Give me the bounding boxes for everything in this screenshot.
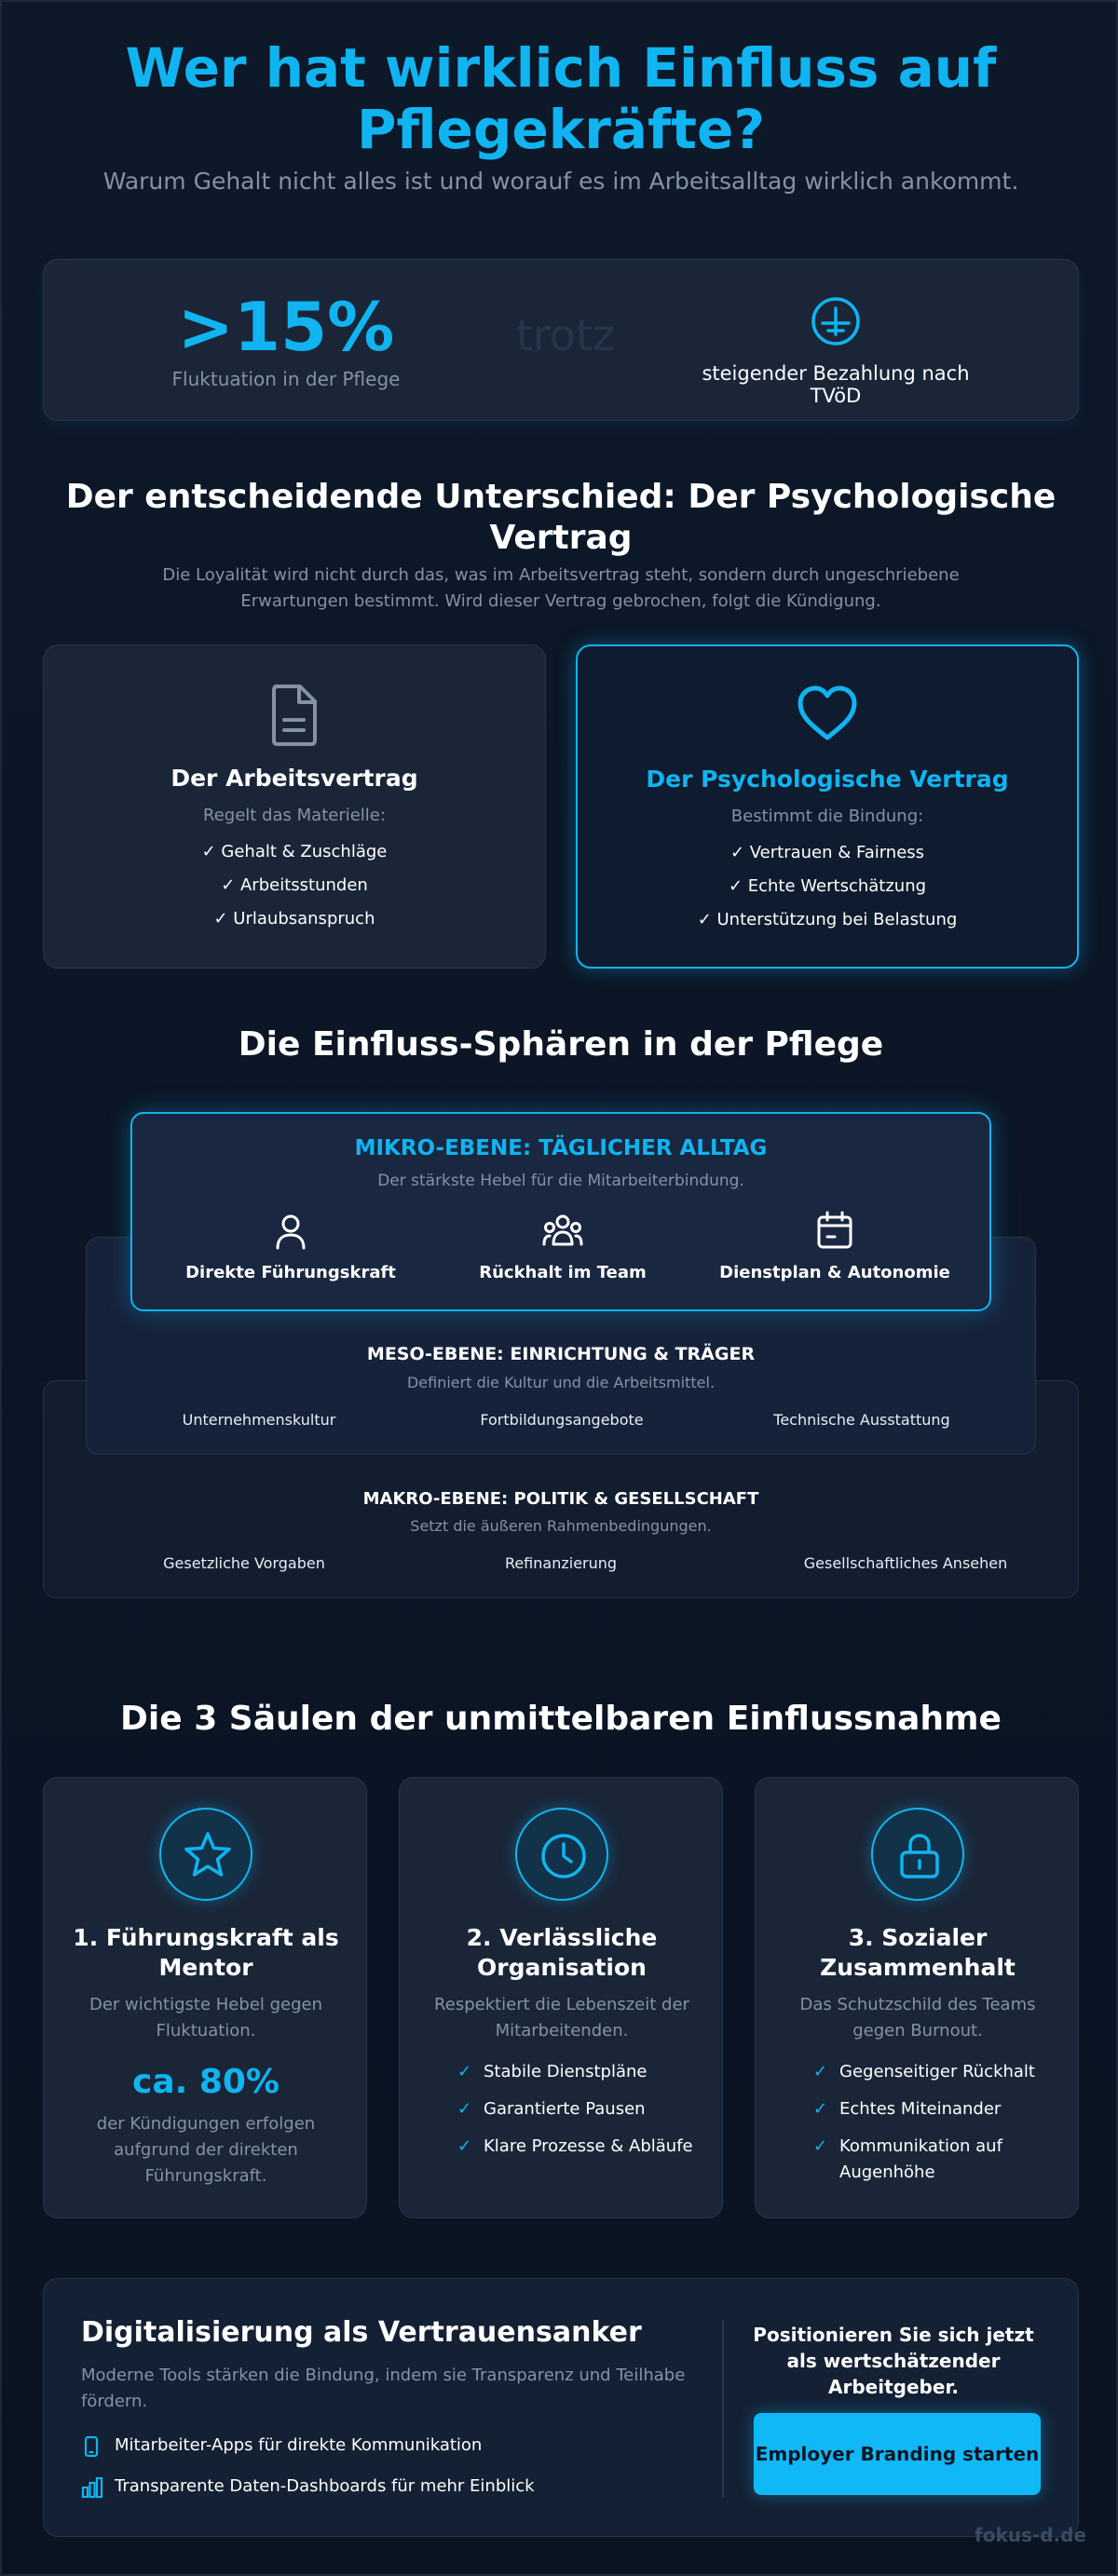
pillar-icon-circle [515,1808,608,1901]
lock-icon [893,1830,946,1882]
sphere-makro-item: Gesellschaftliches Ansehen [803,1554,1008,1572]
card-list [578,836,1077,937]
card-employment-contract [43,644,546,969]
pillar-list [813,2059,1065,2197]
pillar-title: 2. Verlässliche Organisation [466,1924,658,1981]
pillar-leadership [43,1777,367,2218]
digital-item-label: Mitarbeiter-Apps für direkte Kommunikation [115,2435,483,2455]
list-item: ✓ Echte Wertschätzung [728,876,927,896]
plus-circle-icon [810,295,862,347]
pillar-title: 1. Führungskraft als Mentor [73,1924,339,1981]
employer-branding-button[interactable]: Employer Branding starten [754,2413,1041,2495]
mikro-item-label: Direkte Führungskraft [185,1263,396,1282]
sphere-mikro-title: MIKRO-EBENE: TÄGLICHER ALLTAG [354,1136,768,1160]
list-item: ✓ Vertrauen & Fairness [729,843,925,862]
digital-box [43,2278,1079,2537]
bar-chart-icon [81,2476,103,2499]
person-icon [272,1213,309,1250]
sphere-makro-subtitle: Setzt die äußeren Rahmenbedingungen. [410,1517,712,1535]
pillar-subtitle: Das Schutzschild des Teams gegen Burnout. [799,1995,1036,2040]
calendar-icon [816,1211,853,1250]
list-item: ✓ Urlaubsanspruch [213,909,375,929]
pillar-stat-value: ca. 80% [131,2063,280,2101]
list-item: ✓ Unterstützung bei Belastung [697,910,958,929]
digital-subtitle: Moderne Tools stärken die Bindung, indem sie Transparenz und Teilhabe fördern. [81,2366,686,2411]
contract-section-subtitle: Die Loyalität wird nicht durch das, was im Arbeitsvertrag steht, sondern durch ungeschriebene Erwartungen bestimmt. Wird dieser Vertrag gebrochen, folgt die Kündigung. [162,565,960,611]
document-icon [268,683,320,748]
spheres-title: Die Einfluss-Sphären in der Pflege [238,1025,884,1064]
pillar-stat-note: der Kündigungen erfolgen aufgrund der direkten Führungskraft. [96,2114,316,2186]
pillar-subtitle: Respektiert die Lebenszeit der Mitarbeitenden. [434,1995,689,2040]
pillar-title: 3. Sozialer Zusammenhalt [820,1924,1016,1981]
list-item: ✓ Garantierte Pausen [457,2096,709,2122]
pillars-title: Die 3 Säulen der unmittelbaren Einflussnahme [120,1700,1002,1738]
check-icon: ✓ [813,2136,828,2156]
digital-item-label: Transparente Daten-Dashboards für mehr Einblick [115,2476,535,2496]
check-icon: ✓ [813,2062,828,2081]
cta-text: Positionieren Sie sich jetzt als wertschätzender Arbeitgeber. [753,2324,1034,2398]
page-title: Wer hat wirklich Einfluss auf Pflegekräfte? [125,36,997,161]
sphere-makro-item: Refinanzierung [504,1554,618,1572]
sphere-meso-title: MESO-EBENE: EINRICHTUNG & TRÄGER [366,1344,756,1364]
stat-right-label: steigender Bezahlung nach TVöD [702,362,970,407]
list-item: ✓ Arbeitsstunden [221,875,368,895]
check-icon: ✓ [457,2099,472,2119]
sphere-meso-item: Unternehmenskultur [182,1411,336,1429]
mikro-item-label: Rückhalt im Team [479,1263,647,1282]
stat-connector: trotz [515,310,616,360]
digital-title: Digitalisierung als Vertrauensanker [81,2316,642,2349]
sphere-makro-title: MAKRO-EBENE: POLITIK & GESELLSCHAFT [362,1489,759,1509]
sphere-mikro [130,1112,991,1311]
list-item: ✓ Gehalt & Zuschläge [201,842,388,861]
list-item: ✓ Klare Prozesse & Abläufe [457,2134,709,2160]
card-subtitle: Regelt das Materielle: [203,806,386,825]
pillar-list [457,2059,709,2171]
contract-section-title: Der entscheidende Unterschied: Der Psychologische Vertrag [65,478,1057,557]
sphere-makro-item: Gesetzliche Vorgaben [163,1554,325,1572]
phone-icon [81,2435,102,2458]
heart-icon [795,684,860,743]
card-title: Der Psychologische Vertrag [646,766,1009,793]
pillar-social [755,1777,1079,2218]
list-item: ✓ Echtes Miteinander [813,2096,1065,2122]
pillar-icon-circle [871,1808,964,1901]
pillar-icon-circle [159,1808,252,1901]
card-title: Der Arbeitsvertrag [170,765,418,792]
stat-box [43,259,1079,421]
clock-icon [538,1830,590,1882]
sphere-meso-subtitle: Definiert die Kultur und die Arbeitsmittel. [406,1374,716,1391]
pillar-organisation [399,1777,723,2218]
list-item: ✓ Stabile Dienstpläne [457,2059,709,2085]
divider [722,2320,724,2497]
team-icon [542,1213,583,1250]
card-subtitle: Bestimmt die Bindung: [730,807,924,826]
card-psychological-contract [576,644,1079,969]
sphere-meso-item: Technische Ausstattung [773,1411,950,1429]
page-subtitle: Warum Gehalt nicht alles ist und worauf es im Arbeitsalltag wirklich ankommt. [102,168,1019,195]
stat-value-label: Fluktuation in der Pflege [171,368,401,390]
check-icon: ✓ [457,2136,472,2156]
stat-value: >15% [177,288,395,366]
star-icon [182,1830,234,1882]
mikro-item-label: Dienstplan & Autonomie [719,1263,950,1282]
footer-brand: fokus-d.de [975,2524,1086,2546]
sphere-meso-item: Fortbildungsangebote [480,1411,644,1429]
list-item: ✓ Kommunikation auf Augenhöhe [813,2134,1065,2186]
card-list [44,835,545,936]
check-icon: ✓ [457,2062,472,2081]
check-icon: ✓ [813,2099,828,2119]
pillar-subtitle: Der wichtigste Hebel gegen Fluktuation. [89,1995,323,2040]
sphere-mikro-subtitle: Der stärkste Hebel für die Mitarbeiterbindung. [377,1172,744,1190]
list-item: ✓ Gegenseitiger Rückhalt [813,2059,1065,2085]
